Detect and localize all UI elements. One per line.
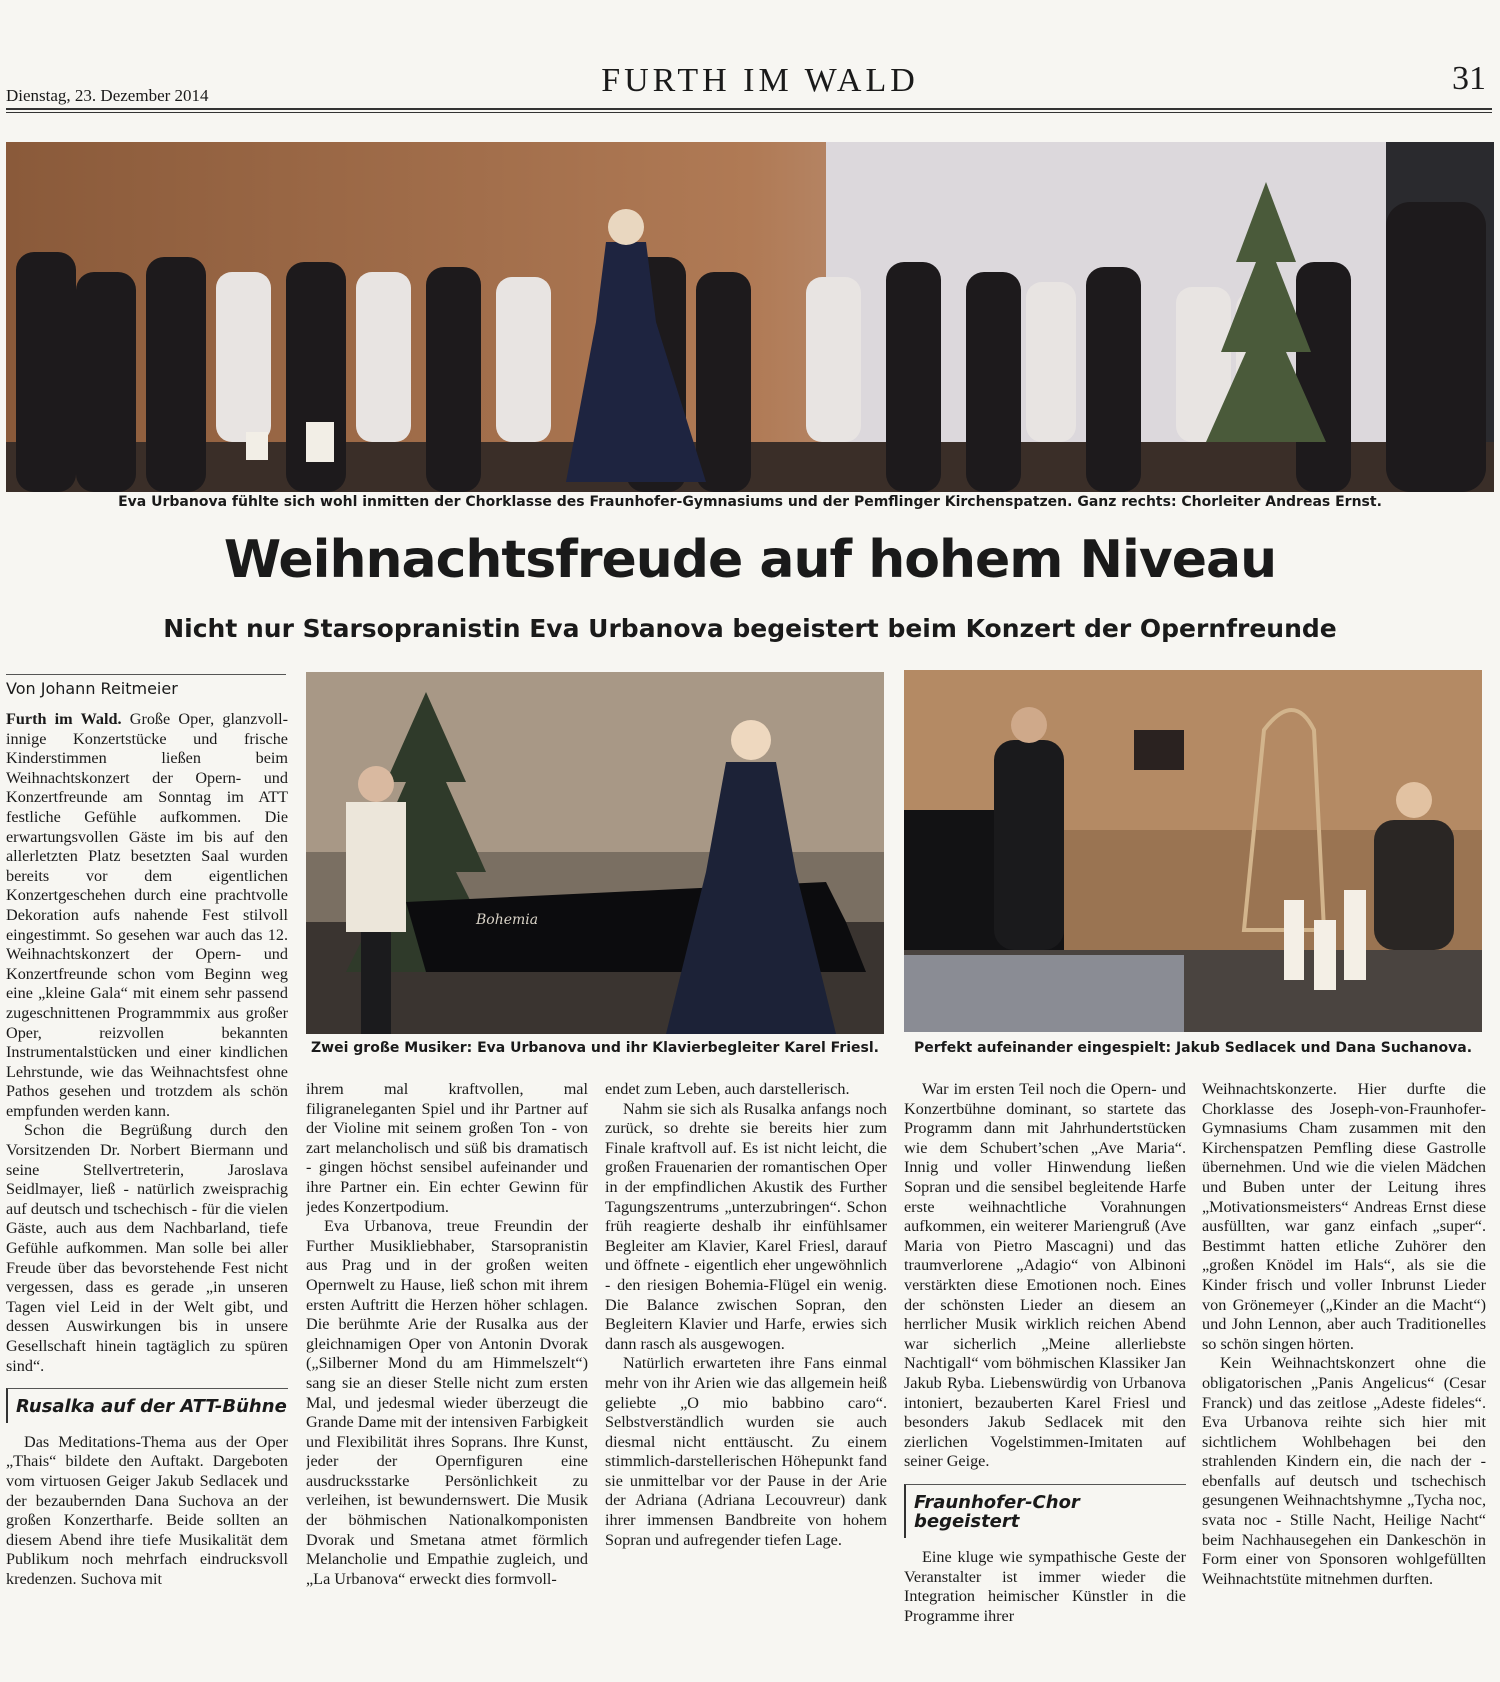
paragraph: Furth im Wald. Große Oper, glanzvoll-innige Konzertstücke und frische Kinderstimmen ließen beim Weihnachtskonzert der Opern- und Konzertfreunde am Sonntag im ATT festliche Gefühle aufkommen. Die erwartungsvollen Gäste im bis auf den allerletzten Platz besetzten Saal wurden bereits vor dem eigentlichen Konzertgeschehen durch eine prachtvolle Dekoration aufs nahende Fest stilvoll eingestimmt. So gesehen war auch das 12. Weihnachtskonzert der Opern- und Konzertfreunde schon vom Beginn weg eine „kleine Gala“ mit einem sehr passend zugeschnittenen Programmmix aus großer Oper, reizvollen bekannten Instrumentalstücken und einer kindlichen Lehrstunde, wie das Weihnachtsfest ohne Pathos gesehen und trotzdem als schön empfunden werden kann. <box>6 710 288 1120</box>
soprano-pianist-photo <box>306 672 884 1034</box>
subhead-rusalka: Rusalka auf der ATT-Bühne <box>6 1388 288 1423</box>
byline: Von Johann Reitmeier <box>6 674 286 698</box>
article-column-5 <box>1202 1080 1486 1678</box>
choir-photo-caption: Eva Urbanova fühlte sich wohl inmitten der Chorklasse des Fraunhofer-Gymnasiums und der Pemflinger Kirchenspatzen. Ganz rechts: Chorleiter Andreas Ernst. <box>118 494 1382 510</box>
paragraph: Eine kluge wie sympathische Geste der Veranstalter ist immer wieder die Integration heimischer Künstler in die Programme ihrer <box>904 1548 1186 1625</box>
masthead-rule <box>6 108 1492 110</box>
violin-harp-photo <box>904 670 1482 1032</box>
paragraph: Weihnachtskonzerte. Hier durfte die Chorklasse des Joseph-von-Fraunhofer-Gymnasiums Cham zusammen mit den Kirchenspatzen Pemfling diese Gastrolle übernehmen. Und wie die vielen Mädchen und Buben unter der Leitung ihres „Motivationsmeisters“ Andreas Ernst diese ausfüllten, war ganz einfach „super“. Bestimmt hatten etliche Zuhörer den „großen Knödel im Hals“, als sie die Kinder frisch und voller Inbrunst Lieder von Grönemeyer („Kinder an die Macht“) und John Lennon, aber auch Traditionelles so schön singen hörten. <box>1202 1080 1486 1353</box>
paragraph: Eva Urbanova, treue Freundin der Further Musikliebhaber, Starsopranistin aus Prag und in der großen weiten Opernwelt zu Hause, ließ schon mit ihrem ersten Auftritt die Herzen höher schlagen. Die berühmte Arie der Rusalka aus der gleichnamigen Oper von Antonin Dvorak („Silberner Mond du am Himmelszelt“) sang sie an dieser Stelle nicht zum ersten Mal, und jedesmal wieder überzeugt die Grande Dame mit der intensiven Farbigkeit und Flexibilität ihres Soprans. Ihre Kunst, jeder der Opernfiguren eine ausdrucksstarke Persönlichkeit zu verleihen, ist bewundernswert. Die Musik der böhmischen Nationalkomponisten Dvorak und Smetana atmet förmlich Melancholie und Empathie zugleich, und „La Urbanova“ erweckt dies formvoll- <box>306 1217 588 1588</box>
article-column-2 <box>306 1080 588 1678</box>
piano-brand-label: Bohemia <box>476 912 539 928</box>
page-number: 31 <box>1452 60 1486 97</box>
issue-date: Dienstag, 23. Dezember 2014 <box>6 86 209 105</box>
paragraph: Kein Weihnachtskonzert ohne die obligatorischen „Panis Angelicus“ (Cesar Franck) und das zeitlose „Adeste fideles“. Eva Urbanova reihte sich hier mit sichtlichem Wohlbehagen bei den strahlenden Kindern ein, die nach der - ebenfalls auf deutsch und tschechisch gesungenen Weihnachtshymne „Tycha noc, svata noc - Stille Nacht, Heilige Nacht“ beim Nachhausegehen ein Dankeschön in Form einer von Sponsoren wohlgefüllten Weihnachtstüte mitnehmen durften. <box>1202 1354 1486 1588</box>
paragraph: Nahm sie sich als Rusalka anfangs noch zurück, so drehte sie bereits hier zum Finale kraftvoll auf. Es ist nicht leicht, die großen Frauenarien der romantischen Oper in der empfindlichen Akustik des Further Tagungszentrums „unterzubringen“. Schon früh reagierte deshalb ihr einfühlsamer Begleiter am Klavier, Karel Friesl, darauf und öffnete - eigentlich eher ungewöhnlich - den riesigen Bohemia-Flügel ein wenig. Die Balance zwischen Sopran, den Begleitern Klavier und Harfe, erwies sich dann rasch als ausgewogen. <box>605 1099 887 1353</box>
subheadline: Nicht nur Starsopranistin Eva Urbanova begeistert beim Konzert der Opernfreunde <box>163 614 1337 643</box>
subhead-fraunhofer: Fraunhofer-Chor begeistert <box>904 1484 1186 1538</box>
paragraph: Natürlich erwarteten ihre Fans einmal mehr von ihr Arien wie das allgemein heiß geliebte „O mio babbino caro“. Selbstverständlich wurden sie auch diesmal nicht enttäuscht. Zu einem stimmlich-darstellerischen Höhepunkt fand sie unmittelbar vor der Pause in der Arie der Adriana (Adriana Lecouvreur) dank ihrer immensen Bandbreite von hohem Sopran und aufregender tiefen Lage. <box>605 1354 887 1549</box>
article-column-3 <box>605 1080 887 1678</box>
article-column-4 <box>904 1080 1186 1678</box>
choir-photo <box>6 142 1494 492</box>
paragraph: Schon die Begrüßung durch den Vorsitzenden Dr. Norbert Biermann und seine Stellvertreterin, Jaroslava Seidlmayer, ließ - natürlich zweisprachig auf deutsch und tschechisch - für die vielen Gäste, auch aus dem Nachbarland, tiefe Gefühle aufkommen. Man solle bei aller Freude über das bevorstehende Fest nicht vergessen, dass es gerade „in unseren Tagen viel Leid in der Welt gibt, und dessen Auswirkungen bis in unsere Gesellschaft hinein tagtäglich zu spüren sind“. <box>6 1121 288 1375</box>
masthead-rule-thin <box>6 112 1492 113</box>
soprano-pianist-caption: Zwei große Musiker: Eva Urbanova und ihr Klavierbegleiter Karel Friesl. <box>311 1040 879 1056</box>
violin-harp-caption: Perfekt aufeinander eingespielt: Jakub Sedlacek und Dana Suchanova. <box>913 1040 1473 1056</box>
headline: Weihnachtsfreude auf hohem Niveau <box>223 530 1277 590</box>
section-title: FURTH IM WALD <box>601 62 919 99</box>
dateline: Furth im Wald. <box>6 710 122 728</box>
paragraph: Das Meditations-Thema aus der Oper „Thais“ bildete den Auftakt. Dargeboten vom virtuosen Geiger Jakub Sedlacek und der bezaubernden Dana Suchova an der großen Konzertharfe. Beide sollten an diesem Abend ihre tiefe Musikalität dem Publikum noch mehrfach eindrucksvoll kredenzen. Suchova mit <box>6 1432 288 1588</box>
paragraph: War im ersten Teil noch die Opern- und Konzertbühne dominant, so startete das Programm dann mit Jahrhundertstücken wie dem Schubert’schen „Ave Maria“. Innig und voller Hinwendung ließen Sopran und die sensibel begleitende Harfe erste weihnachtliche Vorahnungen aufkommen, ein weiterer Mariengruß (Ave Maria von Pietro Mascagni) und das traumverlorene „Adagio“ von Albinoni verstärkten diese Emotionen noch. Eines der schönsten Lieder an diesem an herrlicher Musik wirklich reichen Abend war sicherlich „Meine allerliebste Nachtigall“ vom böhmischen Klassiker Jan Jakub Ryba. Liebenswürdig von Urbanova intoniert, bezauberten Karel Friesl und besonders Jakub Sedlacek mit den zierlichen Vogelstimmen-Imitaten auf seiner Geige. <box>904 1080 1186 1471</box>
paragraph: ihrem mal kraftvollen, mal filigraneleganten Spiel und ihr Partner auf der Violine mit seinem großen Ton - von zart melancholisch und süß bis dramatisch - gingen höchst sensibel aufeinander und ihre Partner ein. Ein echter Gewinn für jedes Konzertpodium. <box>306 1080 588 1216</box>
paragraph: endet zum Leben, auch darstellerisch. <box>605 1080 850 1098</box>
article-column-1 <box>6 710 288 1678</box>
